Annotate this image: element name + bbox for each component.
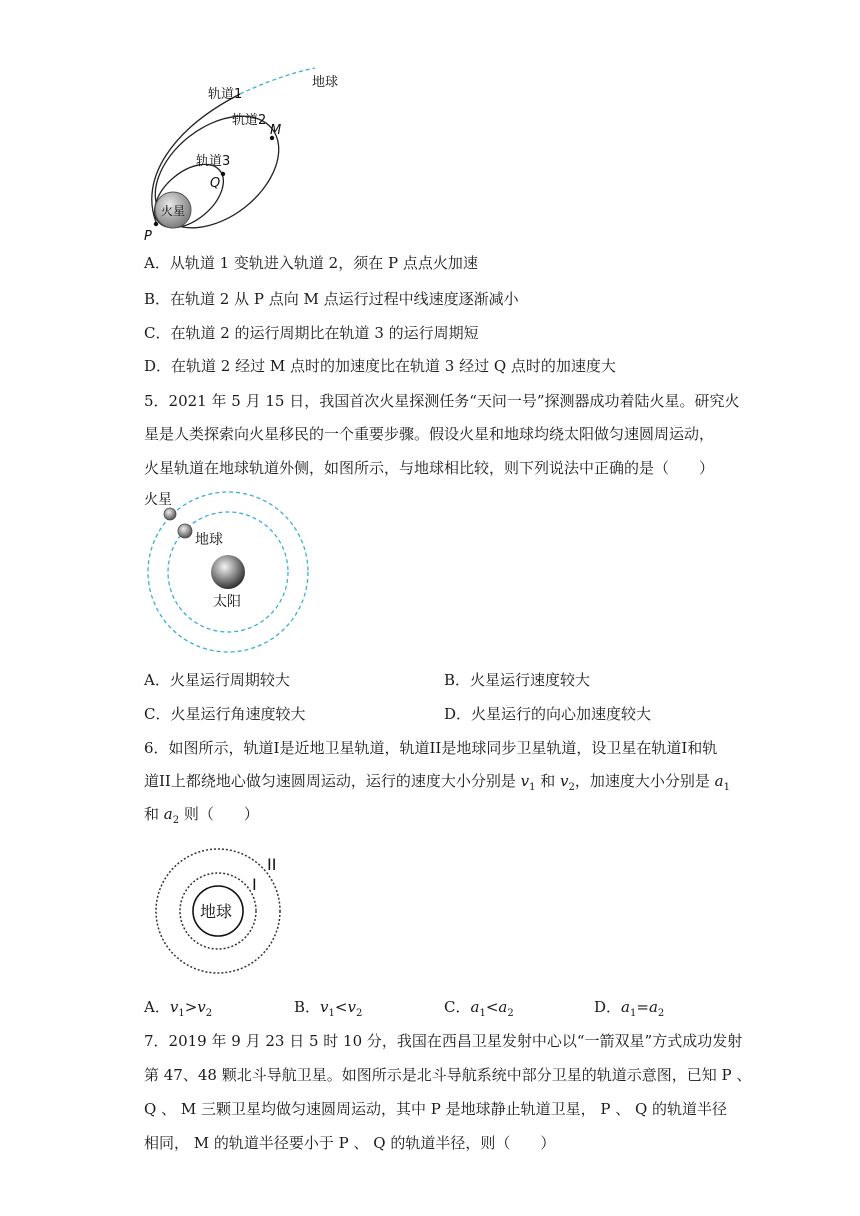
q5-stem-line2: 星是人类探索向火星移民的一个重要步骤。假设火星和地球均绕太阳做匀速圆周运动，: [144, 425, 715, 443]
q6-stem-line2: 道II上都绕地心做匀速圆周运动，运行的速度大小分别是 $v_1$ 和 $v_2$，加速度大小分别是 $a_1$: [144, 772, 730, 793]
point-P: [154, 222, 158, 226]
label-orbit-2: 轨道2: [232, 113, 267, 128]
label-II: II: [267, 855, 277, 874]
q6-option-c: C．$a_1<a_2$: [444, 998, 514, 1019]
label-Q: Q: [210, 176, 221, 191]
orbit-1-dashed: [240, 68, 315, 94]
q6-option-b: B．$v_1<v_2$: [294, 998, 363, 1019]
q5-option-c: C．火星运行角速度较大: [144, 705, 306, 723]
q4-option-a: A．从轨道 1 变轨进入轨道 2，须在 P 点点火加速: [144, 254, 478, 272]
q6-option-d: D．$a_1=a_2$: [594, 998, 665, 1019]
q7-stem-line3: Q 、 M 三颗卫星均做匀速圆周运动，其中 P 是地球静止轨道卫星， P 、 Q 的轨道半径: [144, 1100, 728, 1118]
q5-stem-line3: 火星轨道在地球轨道外侧，如图所示，与地球相比较，则下列说法中正确的是（ ）: [144, 459, 715, 477]
label-M: M: [270, 123, 282, 138]
solar-orbit-diagram: [140, 485, 340, 660]
q5-stem-line1: 5．2021 年 5 月 15 日，我国首次火星探测任务“天问一号”探测器成功着陆火星。研究火: [144, 392, 740, 410]
label-I: I: [252, 875, 257, 894]
q4-option-d: D．在轨道 2 经过 M 点时的加速度比在轨道 3 经过 Q 点时的加速度大: [144, 357, 616, 375]
mars-orbit-diagram: [130, 60, 370, 250]
orbit-2-ellipse: [134, 93, 300, 250]
earth-label: 地球: [200, 902, 233, 921]
mars-body: [164, 508, 176, 520]
q7-stem-line2: 第 47、48 颗北斗导航卫星。如图所示是北斗导航系统中部分卫星的轨道示意图，已知 P 、: [144, 1066, 752, 1084]
q6-stem-line3: 和 $a_2$ 则（ ）: [144, 805, 259, 826]
q7-stem-line4: 相同， M 的轨道半径要小于 P 、 Q 的轨道半径，则（ ）: [144, 1134, 556, 1152]
earth-label: 地球: [195, 532, 223, 548]
q6-option-a: A．$v_1>v_2$: [144, 998, 213, 1019]
q4-option-c: C．在轨道 2 的运行周期比在轨道 3 的运行周期短: [144, 324, 479, 342]
sun: [211, 555, 245, 589]
label-orbit-1: 轨道1: [208, 87, 243, 102]
label-orbit-3: 轨道3: [196, 154, 231, 169]
q6-stem-line1: 6．如图所示，轨道I是近地卫星轨道，轨道II是地球同步卫星轨道，设卫星在轨道I和轨: [144, 739, 718, 757]
q5-option-a: A．火星运行周期较大: [144, 671, 290, 689]
label-earth: 地球: [312, 75, 339, 90]
mars-label: 火星: [144, 492, 172, 508]
q7-stem-line1: 7．2019 年 9 月 23 日 5 时 10 分，我国在西昌卫星发射中心以“一箭双星”方式成功发射: [144, 1032, 743, 1050]
label-P: P: [144, 229, 152, 244]
sun-label: 太阳: [213, 594, 241, 610]
earth-satellite-orbits-diagram: [150, 848, 300, 978]
q5-option-b: B．火星运行速度较大: [444, 671, 591, 689]
q4-option-b: B．在轨道 2 从 P 点向 M 点运行过程中线速度逐渐减小: [144, 290, 519, 308]
q5-option-d: D．火星运行的向心加速度较大: [444, 705, 652, 723]
point-Q: [221, 172, 225, 176]
mars-label: 火星: [161, 204, 186, 218]
earth-body: [178, 524, 192, 538]
